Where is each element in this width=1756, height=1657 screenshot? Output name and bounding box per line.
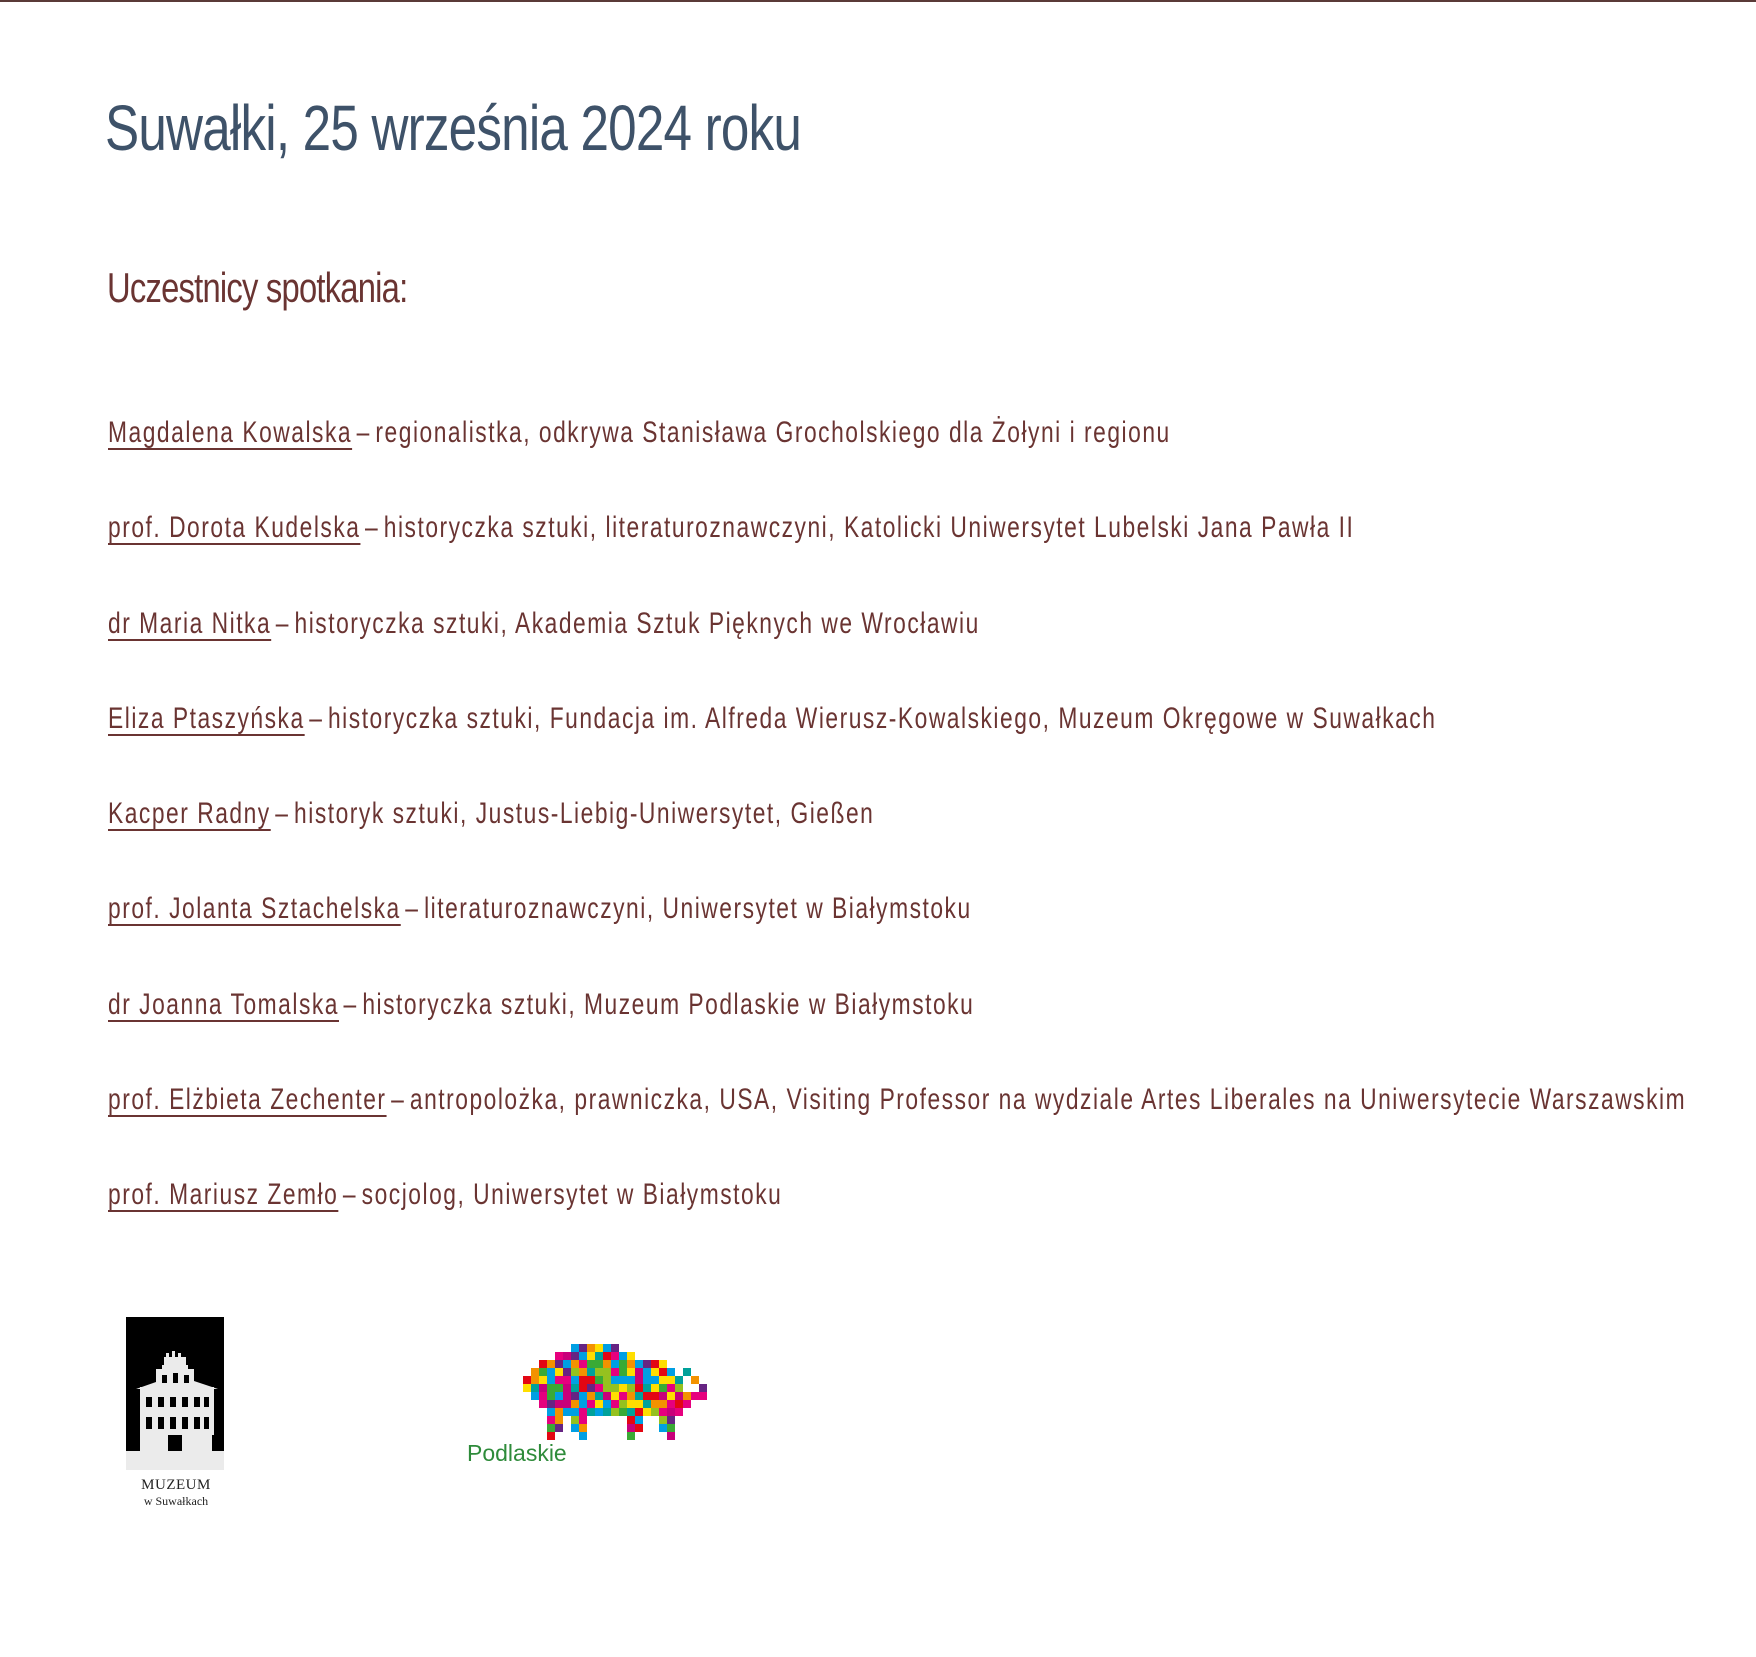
bison-pixel <box>555 1392 563 1400</box>
bison-pixel <box>643 1408 651 1416</box>
bison-pixel <box>651 1368 659 1376</box>
bison-pixel <box>635 1376 643 1384</box>
bison-pixel <box>555 1360 563 1368</box>
bison-pixel <box>603 1408 611 1416</box>
bison-pixel <box>659 1360 667 1368</box>
bison-pixel <box>699 1392 707 1400</box>
bison-pixel <box>651 1376 659 1384</box>
participant-name-link[interactable]: dr Maria Nitka <box>108 606 272 640</box>
participants-heading: Uczestnicy spotkania: <box>107 264 408 311</box>
bison-pixel <box>587 1408 595 1416</box>
bison-pixel <box>603 1392 611 1400</box>
bison-pixel <box>587 1360 595 1368</box>
podlaskie-label: Podlaskie <box>467 1440 567 1466</box>
participant-item <box>108 604 1686 699</box>
separator-dash: – <box>309 701 324 735</box>
bison-pixel <box>675 1392 683 1400</box>
bison-pixel <box>699 1384 707 1392</box>
separator-dash: – <box>356 416 371 449</box>
participant-name-link[interactable]: prof. Dorota Kudelska <box>108 511 361 545</box>
bison-pixel <box>635 1384 643 1392</box>
bison-pixel <box>579 1416 587 1424</box>
bison-pixel <box>555 1424 563 1432</box>
bison-pixel <box>579 1344 587 1352</box>
bison-pixel <box>603 1376 611 1384</box>
bison-pixel <box>683 1368 691 1376</box>
bison-pixel <box>675 1408 683 1416</box>
participant-description: socjolog, Uniwersytet w Białymstoku <box>361 1178 783 1212</box>
bison-pixel <box>579 1368 587 1376</box>
bison-pixel <box>659 1416 667 1424</box>
bison-pixel <box>547 1424 555 1432</box>
bison-pixel <box>603 1360 611 1368</box>
separator-dash: – <box>405 892 420 926</box>
bison-pixel <box>643 1368 651 1376</box>
bison-pixel <box>571 1400 579 1408</box>
bison-pixel <box>555 1368 563 1376</box>
bison-pixel <box>635 1416 643 1424</box>
bison-pixel <box>587 1368 595 1376</box>
podlaskie-logo <box>467 1340 717 1470</box>
bison-pixel <box>691 1392 699 1400</box>
bison-pixel <box>619 1368 627 1376</box>
bison-pixel <box>667 1400 675 1408</box>
bison-pixel <box>611 1376 619 1384</box>
bison-pixel <box>531 1376 539 1384</box>
bison-pixel <box>555 1400 563 1408</box>
bison-pixel <box>667 1368 675 1376</box>
bison-pixel <box>563 1360 571 1368</box>
bison-pixel <box>531 1368 539 1376</box>
participant-description: literaturoznawczyni, Uniwersytet w Białymstoku <box>424 892 972 926</box>
bison-pixel <box>659 1368 667 1376</box>
bison-pixel <box>651 1408 659 1416</box>
bison-pixel <box>571 1360 579 1368</box>
bison-pixel <box>603 1368 611 1376</box>
bison-pixel <box>667 1424 675 1432</box>
bison-pixel <box>539 1376 547 1384</box>
bison-pixel <box>659 1376 667 1384</box>
bison-pixel <box>579 1400 587 1408</box>
bison-pixel <box>571 1408 579 1416</box>
bison-pixel <box>571 1384 579 1392</box>
museum-logo-line1: MUZEUM <box>141 1477 211 1493</box>
bison-pixel <box>547 1368 555 1376</box>
bison-pixel <box>523 1384 531 1392</box>
bison-pixel <box>587 1376 595 1384</box>
bison-pixel <box>651 1384 659 1392</box>
bison-pixel <box>635 1408 643 1416</box>
bison-pixel <box>675 1376 683 1384</box>
bison-pixel <box>651 1392 659 1400</box>
museum-logo-text <box>126 1476 226 1508</box>
participant-description: historyczka sztuki, literaturoznawczyni, Katolicki Uniwersytet Lubelski Jana Pawła II <box>383 511 1355 545</box>
participant-item <box>108 1175 1686 1270</box>
bison-pixel <box>579 1360 587 1368</box>
bison-pixel <box>555 1384 563 1392</box>
bison-pixel <box>539 1392 547 1400</box>
bison-pixel <box>563 1368 571 1376</box>
bison-pixel <box>595 1352 603 1360</box>
bison-pixel <box>555 1376 563 1384</box>
bison-pixel <box>547 1400 555 1408</box>
bison-pixel <box>627 1416 635 1424</box>
participant-description: antropolożka, prawniczka, USA, Visiting Professor na wydziale Artes Liberales na Uniwersytecie Warszawskim <box>409 1083 1687 1117</box>
bison-pixel <box>563 1400 571 1408</box>
bison-pixel <box>683 1392 691 1400</box>
bison-pixel <box>571 1424 579 1432</box>
bison-pixel <box>619 1392 627 1400</box>
participant-item <box>108 794 1686 889</box>
separator-dash: – <box>364 511 380 545</box>
bison-pixel <box>659 1392 667 1400</box>
bison-pixel <box>563 1408 571 1416</box>
participant-description: regionalistka, odkrywa Stanisława Grocholskiego dla Żołyni i regionu <box>375 416 1171 449</box>
bison-pixel <box>531 1392 539 1400</box>
bison-pixel <box>643 1376 651 1384</box>
bison-pixel <box>635 1368 643 1376</box>
bison-pixel <box>571 1368 579 1376</box>
bison-pixel <box>547 1432 555 1440</box>
bison-pixel <box>595 1392 603 1400</box>
bison-pixel <box>627 1368 635 1376</box>
participant-description: historyczka sztuki, Muzeum Podlaskie w Białymstoku <box>362 987 975 1021</box>
bison-pixel <box>635 1392 643 1400</box>
bison-pixel <box>635 1424 643 1432</box>
bison-pixel <box>547 1392 555 1400</box>
bison-pixel <box>667 1432 675 1440</box>
bison-pixel <box>555 1352 563 1360</box>
participant-name-link[interactable]: Magdalena Kowalska <box>108 416 353 449</box>
bison-pixel <box>643 1392 651 1400</box>
participant-name-link[interactable]: Kacper Radny <box>108 797 271 831</box>
bison-pixel <box>579 1352 587 1360</box>
bison-pixel <box>563 1392 571 1400</box>
bison-pixel <box>619 1408 627 1416</box>
bison-pixel <box>595 1400 603 1408</box>
bison-pixel <box>563 1352 571 1360</box>
bison-pixel <box>659 1424 667 1432</box>
bison-pixel <box>611 1352 619 1360</box>
bison-pixel <box>627 1384 635 1392</box>
bison-pixel <box>547 1416 555 1424</box>
bison-pixel <box>595 1384 603 1392</box>
bison-pixel <box>571 1376 579 1384</box>
bison-pixel <box>555 1416 563 1424</box>
participant-item <box>108 699 1686 794</box>
bison-pixel <box>587 1400 595 1408</box>
bison-pixel <box>627 1360 635 1368</box>
participant-item <box>108 889 1686 984</box>
bison-pixel <box>627 1432 635 1440</box>
bison-pixel <box>627 1400 635 1408</box>
bison-pixel <box>531 1384 539 1392</box>
top-border <box>0 0 1756 2</box>
separator-dash: – <box>342 1178 358 1212</box>
bison-pixel <box>547 1408 555 1416</box>
bison-pixel <box>571 1344 579 1352</box>
bison-pixel <box>659 1408 667 1416</box>
bison-pixel <box>587 1392 595 1400</box>
bison-pixel <box>579 1424 587 1432</box>
participant-description: historyczka sztuki, Akademia Sztuk Pięknych we Wrocławiu <box>294 606 980 640</box>
participant-description: historyczka sztuki, Fundacja im. Alfreda Wierusz-Kowalskiego, Muzeum Okręgowe w Suwałkach <box>327 701 1437 735</box>
bison-pixel <box>691 1376 699 1384</box>
bison-pixel <box>667 1416 675 1424</box>
bison-pixel <box>587 1352 595 1360</box>
bison-pixel <box>651 1400 659 1408</box>
bison-pixel <box>659 1400 667 1408</box>
bison-pixel <box>555 1408 563 1416</box>
participant-description: historyk sztuki, Justus-Liebig-Uniwersytet, Gießen <box>294 797 875 831</box>
bison-pixel <box>611 1400 619 1408</box>
bison-pixel <box>595 1368 603 1376</box>
bison-pixel <box>643 1360 651 1368</box>
bison-pixel <box>563 1384 571 1392</box>
bison-pixel <box>635 1360 643 1368</box>
bison-pixel <box>627 1392 635 1400</box>
bison-pixel <box>619 1352 627 1360</box>
bison-pixel <box>627 1376 635 1384</box>
participant-name-link[interactable]: dr Joanna Tomalska <box>108 987 339 1021</box>
bison-pixel <box>611 1408 619 1416</box>
participant-name-link[interactable]: Eliza Ptaszyńska <box>108 701 305 735</box>
bison-pixel <box>595 1408 603 1416</box>
bison-pixel <box>547 1360 555 1368</box>
bison-pixel <box>611 1360 619 1368</box>
bison-pixel <box>619 1400 627 1408</box>
separator-dash: – <box>275 797 290 831</box>
participant-name-link[interactable]: prof. Elżbieta Zechenter <box>108 1083 387 1117</box>
bison-pixel <box>619 1360 627 1368</box>
museum-logo-line2: w Suwałkach <box>143 1494 209 1508</box>
bison-pixel <box>595 1376 603 1384</box>
bison-pixel <box>579 1376 587 1384</box>
bison-pixel <box>675 1400 683 1408</box>
bison-pixel <box>627 1408 635 1416</box>
bison-pixel <box>667 1376 675 1384</box>
bison-pixel <box>547 1376 555 1384</box>
bison-pixel <box>603 1352 611 1360</box>
bison-pixel <box>595 1360 603 1368</box>
page-title: Suwałki, 25 września 2024 roku <box>105 92 802 164</box>
bison-pixel <box>643 1384 651 1392</box>
bison-pixel <box>587 1344 595 1352</box>
bison-pixel <box>571 1416 579 1424</box>
separator-dash: – <box>275 606 290 640</box>
bison-pixel <box>571 1352 579 1360</box>
bison-pixel <box>587 1384 595 1392</box>
bison-pixel <box>571 1392 579 1400</box>
bison-pixel <box>579 1384 587 1392</box>
bison-pixel <box>539 1400 547 1408</box>
bison-pixel <box>659 1384 667 1392</box>
bison-pixel <box>667 1392 675 1400</box>
bison-pixel <box>539 1368 547 1376</box>
participant-name-link[interactable]: prof. Jolanta Sztachelska <box>108 892 401 926</box>
bison-pixel <box>603 1400 611 1408</box>
bison-pixel <box>603 1384 611 1392</box>
bison-pixel <box>547 1384 555 1392</box>
bison-pixel <box>563 1376 571 1384</box>
bison-pixel <box>539 1360 547 1368</box>
participant-item <box>108 985 1686 1080</box>
bison-pixel <box>683 1400 691 1408</box>
bison-pixel <box>611 1392 619 1400</box>
bison-pixel <box>603 1344 611 1352</box>
participants-list <box>108 413 1756 1271</box>
participant-item <box>108 508 1686 603</box>
bison-pixel <box>611 1384 619 1392</box>
museum-building-icon <box>126 1317 224 1470</box>
bison-pixel <box>635 1400 643 1408</box>
bison-pixel <box>611 1368 619 1376</box>
participant-item <box>108 413 1686 508</box>
museum-logo <box>126 1317 226 1508</box>
bison-pixel <box>611 1344 619 1352</box>
bison-pixel <box>523 1376 531 1384</box>
bison-pixel <box>667 1384 675 1392</box>
bison-pixel <box>627 1424 635 1432</box>
bison-pixel <box>651 1360 659 1368</box>
bison-pixel <box>595 1344 603 1352</box>
separator-dash: – <box>391 1083 406 1117</box>
participant-name-link[interactable]: prof. Mariusz Zemło <box>108 1178 339 1212</box>
bison-pixel <box>539 1384 547 1392</box>
bison-pixel <box>619 1376 627 1384</box>
participant-item <box>108 1080 1686 1175</box>
bison-pixel <box>579 1432 587 1440</box>
bison-pixel <box>579 1392 587 1400</box>
bison-pixel <box>643 1400 651 1408</box>
separator-dash: – <box>343 987 358 1021</box>
bison-pixel <box>619 1384 627 1392</box>
bison-pixel <box>579 1408 587 1416</box>
bison-pixel <box>667 1408 675 1416</box>
bison-pixel <box>675 1384 683 1392</box>
bison-pixel <box>627 1352 635 1360</box>
